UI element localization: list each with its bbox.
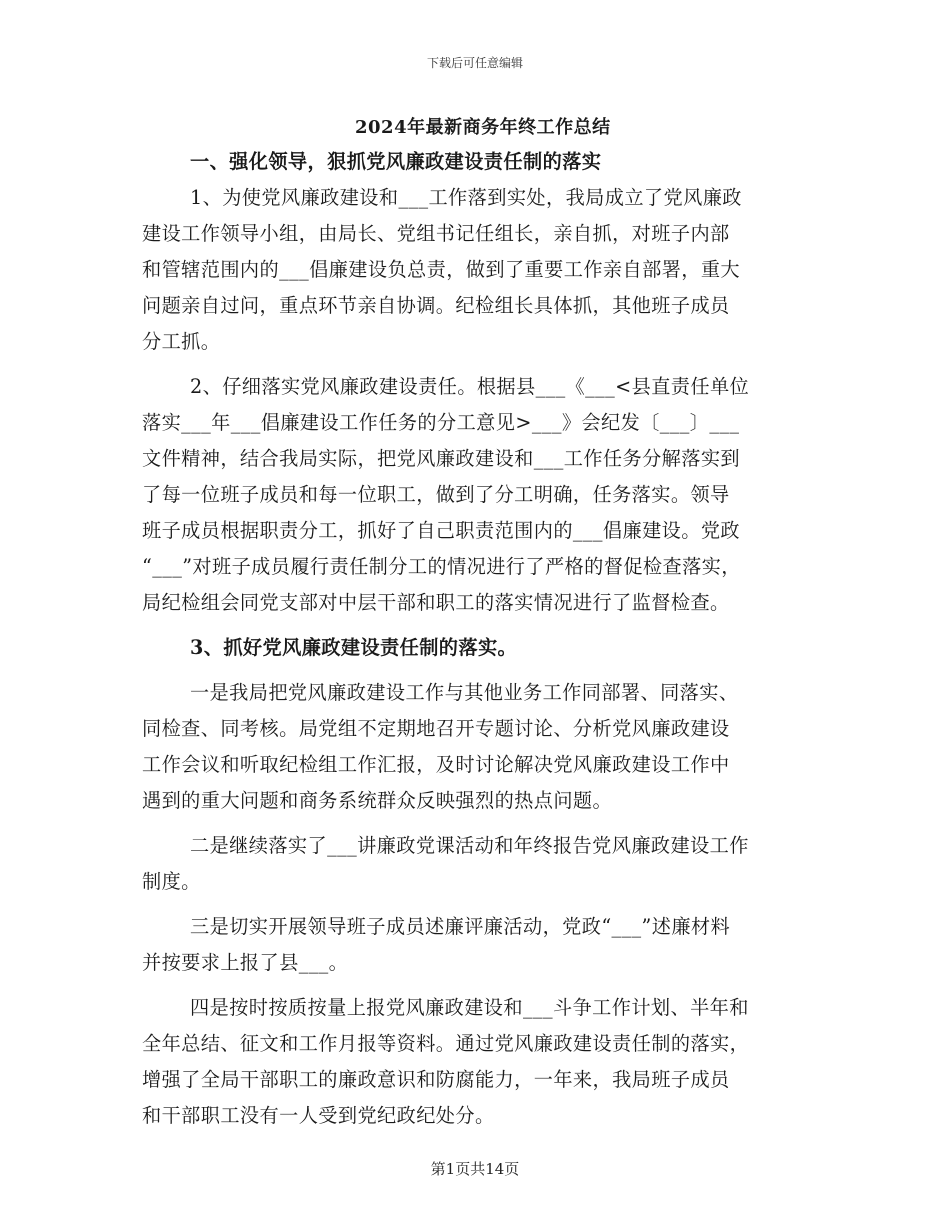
section-heading: 3、抓好党风廉政建设责任制的落实。: [190, 636, 518, 659]
body-text-line: 增强了全局干部职工的廉政意识和防腐能力，一年来，我局班子成员: [142, 1068, 730, 1091]
body-text-line: 工作会议和听取纪检组工作汇报，及时讨论解决党风廉政建设工作中: [142, 753, 730, 776]
body-text-line: 制度。: [142, 870, 201, 893]
body-text-line: 同检查、同考核。局党组不定期地召开专题讨论、分析党风廉政建设: [142, 717, 730, 740]
body-text-line: 班子成员根据职责分工，抓好了自己职责范围内的___倡廉建设。党政: [142, 519, 741, 542]
body-text-line: 全年总结、征文和工作月报等资料。通过党风廉政建设责任制的落实，: [142, 1032, 750, 1055]
body-text-line: 二是继续落实了___讲廉政党课活动和年终报告党风廉政建设工作: [190, 834, 749, 857]
body-text-line: 一是我局把党风廉政建设工作与其他业务工作同部署、同落实、: [190, 681, 739, 704]
body-text-line: 并按要求上报了县___。: [142, 951, 349, 974]
body-text-line: 文件精神，结合我局实际，把党风廉政建设和___工作任务分解落实到: [142, 447, 741, 470]
body-text-line: 分工抓。: [142, 330, 221, 353]
body-text-line: 遇到的重大问题和商务系统群众反映强烈的热点问题。: [142, 789, 613, 812]
body-text-line: 了每一位班子成员和每一位职工，做到了分工明确，任务落实。领导: [142, 483, 730, 506]
body-text-line: 1、为使党风廉政建设和___工作落到实处，我局成立了党风廉政: [190, 186, 742, 209]
body-text-line: 局纪检组会同党支部对中层干部和职工的落实情况进行了监督检查。: [142, 591, 730, 614]
document-body: [142, 144, 822, 1134]
section-heading: 一、强化领导，狠抓党风廉政建设责任制的落实: [190, 150, 602, 173]
body-text-line: 和管辖范围内的___倡廉建设负总责，做到了重要工作亲自部署，重大: [142, 258, 741, 281]
body-text-line: 2、仔细落实党风廉政建设责任。根据县___《___<县直责任单位: [190, 375, 750, 398]
page-number: 第1页共14页: [430, 1160, 520, 1178]
body-text-line: 三是切实开展领导班子成员述廉评廉活动，党政“___”述廉材料: [190, 915, 731, 938]
download-editable-note: 下载后可任意编辑: [426, 56, 523, 70]
document-title: 2024年最新商务年终工作总结: [355, 117, 611, 138]
body-text-line: 建设工作领导小组，由局长、党组书记任组长，亲自抓，对班子内部: [142, 222, 730, 245]
body-text-line: 和干部职工没有一人受到党纪政纪处分。: [142, 1104, 495, 1127]
body-text-line: 四是按时按质按量上报党风廉政建设和___斗争工作计划、半年和: [190, 996, 749, 1019]
body-text-line: 问题亲自过问，重点环节亲自协调。纪检组长具体抓，其他班子成员: [142, 294, 730, 317]
body-text-line: “___”对班子成员履行责任制分工的情况进行了严格的督促检查落实，: [142, 555, 741, 578]
body-text-line: 落实___年___倡廉建设工作任务的分工意见>___》会纪发〔___〕___: [142, 411, 740, 434]
